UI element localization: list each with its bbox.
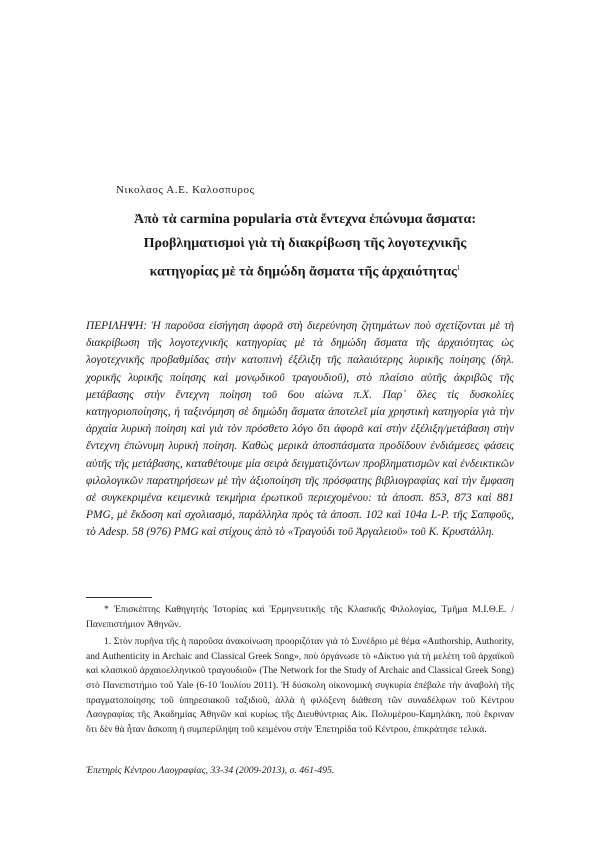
title-line-3 (100, 256, 510, 285)
journal-citation: Ἐπετηρὶς Κέντρου Λαογραφίας, 33-34 (2009-2013), σ. 461-495. (86, 765, 335, 776)
title-footnote-mark: 1 (456, 264, 461, 272)
footnote-separator (86, 597, 152, 598)
article-title (100, 208, 510, 285)
title-line-2: Προβληματισμοὶ γιὰ τὴ διακρίβωση τῆς λογοτεχνικῆς (143, 236, 467, 251)
footnotes (86, 603, 514, 737)
footnote-1: 1. Στὸν πυρῆνα τῆς ἡ παροῦσα ἀνακοίνωση προοριζόταν γιὰ τὸ Συνέδριο μὲ θέμα «Authorship, Authority, and Authenticity in Archaic and Classical Greek Song», ποὺ ὀργάνωσε τὸ «Δίκτυο γιὰ τὴ μελέτη τοῦ ἀρχαϊκοῦ καὶ κλασικοῦ ἀρχαιοελληνικοῦ τραγουδιοῦ» (The Network for the Study of Archaic and Classical Greek Song) στὸ Πανεπιστήμιο τοῦ Yale (6-10 Ἰουλίου 2011). Ἡ δύσκολη οἰκονομικὴ συγκυρία ἐπέβαλε τὴν ἀναβολὴ τῆς πραγματοποίησης τοῦ ὑπηρεσιακοῦ ταξιδιοῦ, ἀλλὰ ἡ φιλόξενη διάθεση τῶν συναδέλφων τοῦ Κέντρου Λαογραφίας τῆς Ἀκαδημίας Ἀθηνῶν καὶ κυρίως τῆς Διευθύντριας Αἰκ. Πολυμέρου-Καμηλάκη, ποὺ ἔκριναν ὅτι δὲν θὰ ἦταν ἄσκοπη ἡ συμπερίληψη τοῦ κειμένου στὴν Ἐπετηρίδα τοῦ Κέντρου, ἐπικράτησε τελικά. (86, 636, 514, 735)
title-line-1: Ἀπὸ τὰ carmina popularia στὰ ἔντεχνα ἐπώνυμα ἄσματα: (133, 212, 476, 227)
abstract-label: ΠΕΡΙΛΗΨΗ: (86, 320, 148, 332)
footnote-affiliation: * Ἐπισκέπτης Καθηγητὴς Ἱστορίας καὶ Ἑρμηνευτικῆς τῆς Κλασικῆς Φιλολογίας, Τμῆμα Μ.Ι.Θ.Ε. / Πανεπιστήμιον Ἀθηνῶν. (86, 604, 514, 630)
author-name: Νικολαος Α.Ε. Καλοσπυρος (116, 184, 255, 196)
abstract (86, 318, 514, 542)
abstract-text: Ἡ παροῦσα εἰσήγηση ἀφορᾶ στὴ διερεύνηση ζητημάτων ποὺ σχετίζονται μὲ τὴ διακρίβωση τῆς λογοτεχνικῆς κατηγορίας μὲ τὰ δημώδη ἄσματα τῆς ἀρχαιότητας ὡς λογοτεχνικῆς προβαθμίδας στὴν κατοπινὴ ἐξέλιξη τῆς παλαιότερης λυρικῆς ποίησης (δηλ. χορικῆς λυρικῆς ποίησης καὶ μονῳδικοῦ τραγουδιοῦ), στὸ πλαίσιο αὐτῆς ἀκριβῶς τῆς μετάβασης στὴν ἔντεχνη ποίηση τοῦ 6ου αἰώνα π.Χ. Παρ᾽ ὅλες τὶς δυσκολίες κατηγοριοποίησης, ἡ ταξινόμηση σὲ δημώδη ἄσματα ἀποτελεῖ μία χρηστικὴ κατηγορία γιὰ τὴν ἀρχαία λυρικὴ ποίηση καὶ γιὰ τὸν πρόσθετο λόγο ὅτι ἀφορᾶ καὶ στὴν ἐξέλιξη/μετάβαση στὴν ἔντεχνη ἐπώνυμη λυρικὴ ποίηση. Καθὼς μερικὰ ἀποσπάσματα προδίδουν ἐνδιάμεσες φάσεις αὐτῆς τῆς μετάβασης, καταθέτουμε μία σειρὰ δειγματιζόντων προβληματισμῶν καὶ ἐνδεικτικῶν φιλολογικῶν παρατηρήσεων μὲ τὴν ἀξιοποίηση τῆς πρόσφατης βιβλιογραφίας καὶ τὴν ἔμφαση σὲ συγκεκριμένα κειμενικὰ τεκμήρια ἐρωτικοῦ περιεχομένου: τὰ ἀποσπ. 853, 873 καὶ 881 PMG, μὲ ἔκδοση καὶ σχολιασμό, παράλληλα πρὸς τὰ ἀποσπ. 102 καὶ 104a L-P. τῆς Σαπφοῦς, τὸ Adesp. 58 (976) PMG καὶ στίχους ἀπὸ τὸ «Τραγούδι τοῦ Ἀργαλειοῦ» τοῦ Κ. Κρυστάλλη. (86, 320, 514, 539)
title-line-3-text: κατηγορίας μὲ τὰ δημώδη ἄσματα τῆς ἀρχαιότητας (149, 264, 457, 280)
